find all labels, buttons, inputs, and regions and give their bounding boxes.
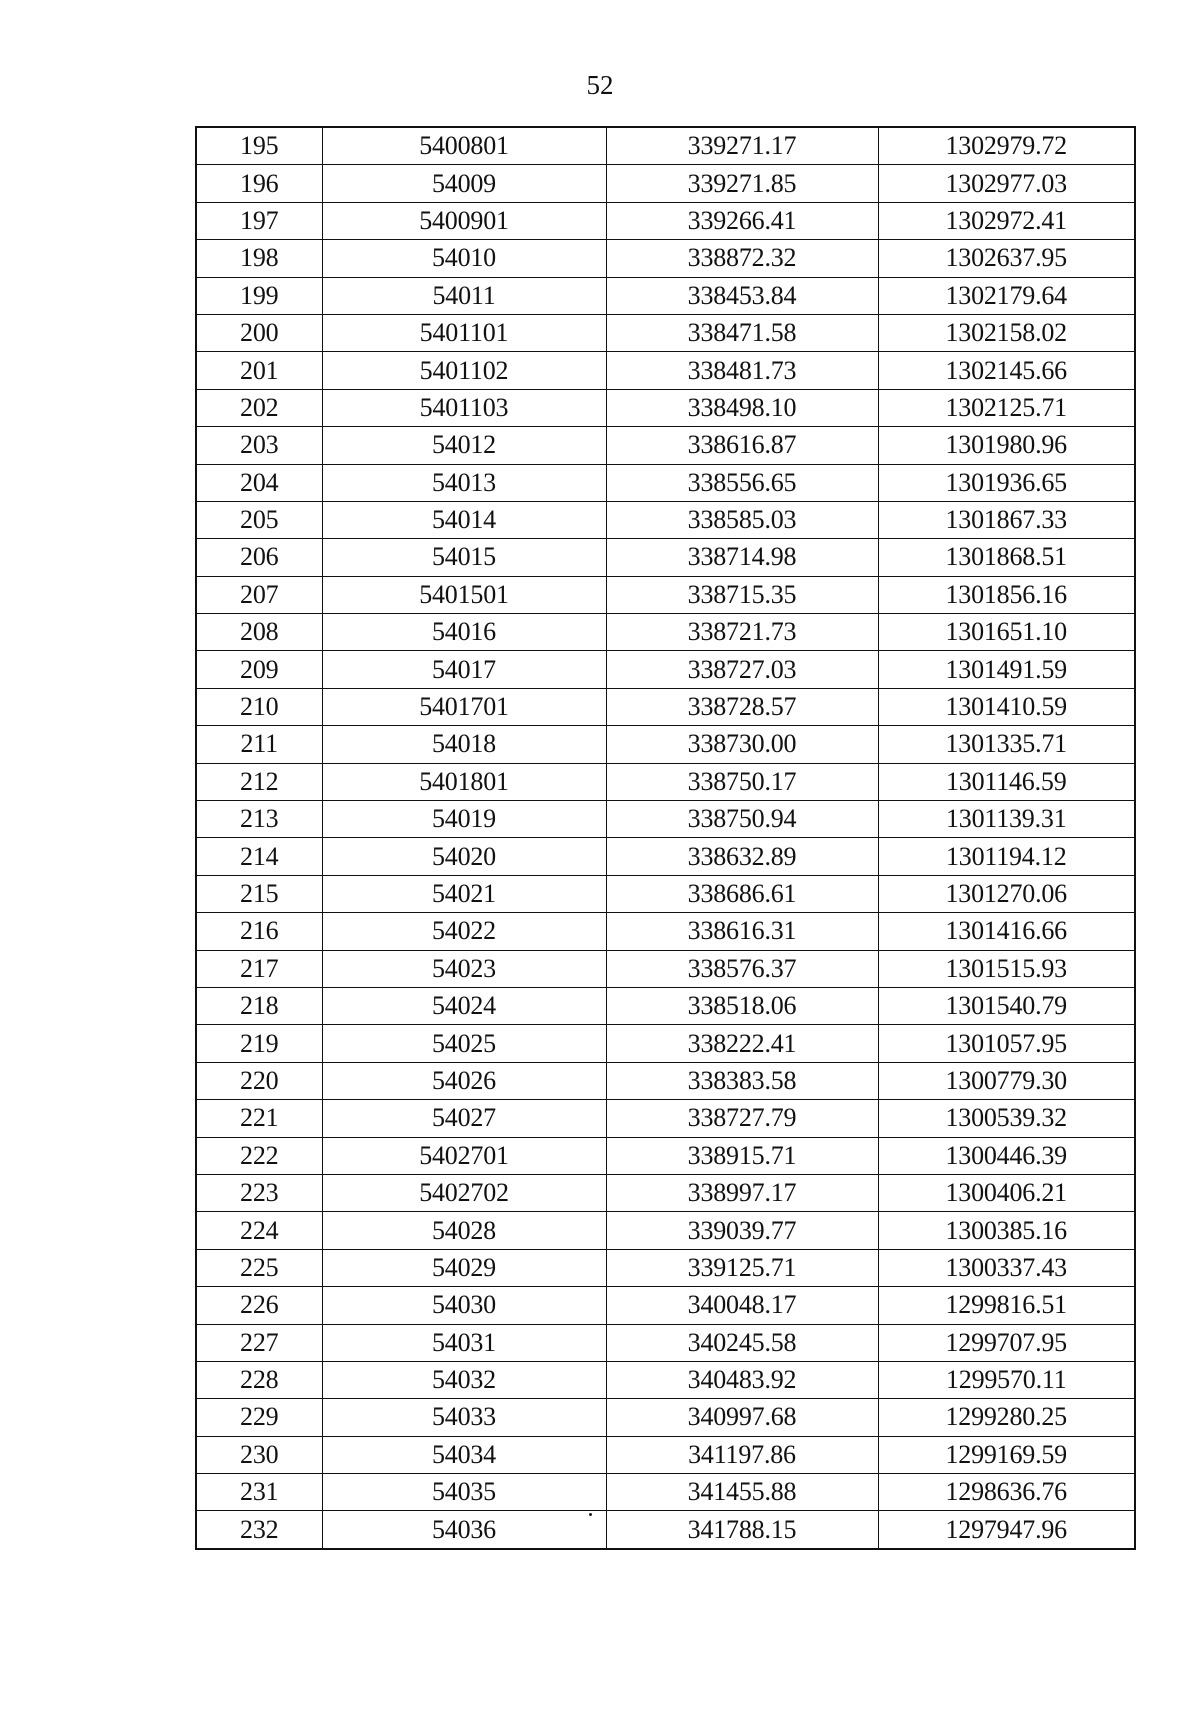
y-coordinate-cell: 1302158.02 — [878, 314, 1135, 351]
point-id-cell: 54017 — [322, 651, 606, 688]
y-coordinate-cell: 1301856.16 — [878, 576, 1135, 613]
table-row — [196, 913, 1135, 950]
table-row — [196, 801, 1135, 838]
row-index-cell: 222 — [196, 1137, 322, 1174]
y-coordinate-cell: 1301335.71 — [878, 726, 1135, 763]
table-row — [196, 726, 1135, 763]
point-id-cell: 54012 — [322, 427, 606, 464]
row-index-cell: 218 — [196, 987, 322, 1024]
point-id-cell: 54026 — [322, 1062, 606, 1099]
x-coordinate-cell: 338730.00 — [606, 726, 878, 763]
point-id-cell: 54011 — [322, 277, 606, 314]
y-coordinate-cell: 1301868.51 — [878, 539, 1135, 576]
point-id-cell: 54034 — [322, 1436, 606, 1473]
x-coordinate-cell: 338727.79 — [606, 1100, 878, 1137]
table-row — [196, 352, 1135, 389]
y-coordinate-cell: 1299570.11 — [878, 1361, 1135, 1398]
x-coordinate-cell: 338556.65 — [606, 464, 878, 501]
y-coordinate-cell: 1299280.25 — [878, 1399, 1135, 1436]
row-index-cell: 228 — [196, 1361, 322, 1398]
y-coordinate-cell: 1302972.41 — [878, 202, 1135, 239]
row-index-cell: 211 — [196, 726, 322, 763]
y-coordinate-cell: 1301491.59 — [878, 651, 1135, 688]
table-row — [196, 464, 1135, 501]
x-coordinate-cell: 338728.57 — [606, 688, 878, 725]
point-id-cell: 5400801 — [322, 127, 606, 165]
y-coordinate-cell: 1302637.95 — [878, 240, 1135, 277]
row-index-cell: 221 — [196, 1100, 322, 1137]
y-coordinate-cell: 1301146.59 — [878, 763, 1135, 800]
row-index-cell: 207 — [196, 576, 322, 613]
point-id-cell: 5402702 — [322, 1174, 606, 1211]
x-coordinate-cell: 338721.73 — [606, 614, 878, 651]
table-row — [196, 501, 1135, 538]
row-index-cell: 206 — [196, 539, 322, 576]
point-id-cell: 54028 — [322, 1212, 606, 1249]
point-id-cell: 5402701 — [322, 1137, 606, 1174]
y-coordinate-cell: 1301270.06 — [878, 875, 1135, 912]
table-row — [196, 1436, 1135, 1473]
row-index-cell: 197 — [196, 202, 322, 239]
table-row — [196, 763, 1135, 800]
point-id-cell: 54018 — [322, 726, 606, 763]
row-index-cell: 227 — [196, 1324, 322, 1361]
point-id-cell: 54036 — [322, 1511, 606, 1549]
row-index-cell: 213 — [196, 801, 322, 838]
table-row — [196, 165, 1135, 202]
table-row — [196, 1399, 1135, 1436]
table-row — [196, 651, 1135, 688]
x-coordinate-cell: 338727.03 — [606, 651, 878, 688]
row-index-cell: 216 — [196, 913, 322, 950]
row-index-cell: 208 — [196, 614, 322, 651]
point-id-cell: 54030 — [322, 1287, 606, 1324]
x-coordinate-cell: 339271.85 — [606, 165, 878, 202]
x-coordinate-cell: 338915.71 — [606, 1137, 878, 1174]
point-id-cell: 54033 — [322, 1399, 606, 1436]
table-row — [196, 838, 1135, 875]
point-id-cell: 5401701 — [322, 688, 606, 725]
x-coordinate-cell: 341455.88 — [606, 1474, 878, 1511]
x-coordinate-cell: 338471.58 — [606, 314, 878, 351]
row-index-cell: 200 — [196, 314, 322, 351]
point-id-cell: 54029 — [322, 1249, 606, 1286]
x-coordinate-cell: 338632.89 — [606, 838, 878, 875]
row-index-cell: 210 — [196, 688, 322, 725]
point-id-cell: 54009 — [322, 165, 606, 202]
row-index-cell: 201 — [196, 352, 322, 389]
table-row — [196, 1062, 1135, 1099]
x-coordinate-cell: 338585.03 — [606, 501, 878, 538]
table-row — [196, 1100, 1135, 1137]
x-coordinate-cell: 340483.92 — [606, 1361, 878, 1398]
point-id-cell: 54035 — [322, 1474, 606, 1511]
table-row — [196, 1324, 1135, 1361]
x-coordinate-cell: 338518.06 — [606, 987, 878, 1024]
y-coordinate-cell: 1300779.30 — [878, 1062, 1135, 1099]
table-row — [196, 277, 1135, 314]
row-index-cell: 209 — [196, 651, 322, 688]
x-coordinate-cell: 338750.94 — [606, 801, 878, 838]
point-id-cell: 54027 — [322, 1100, 606, 1137]
row-index-cell: 223 — [196, 1174, 322, 1211]
x-coordinate-cell: 338997.17 — [606, 1174, 878, 1211]
x-coordinate-cell: 338714.98 — [606, 539, 878, 576]
y-coordinate-cell: 1301139.31 — [878, 801, 1135, 838]
row-index-cell: 203 — [196, 427, 322, 464]
point-id-cell: 5401101 — [322, 314, 606, 351]
point-id-cell: 54025 — [322, 1025, 606, 1062]
table-row — [196, 576, 1135, 613]
row-index-cell: 202 — [196, 389, 322, 426]
row-index-cell: 220 — [196, 1062, 322, 1099]
table-row — [196, 1137, 1135, 1174]
x-coordinate-cell: 338686.61 — [606, 875, 878, 912]
table-row — [196, 1474, 1135, 1511]
x-coordinate-cell: 339125.71 — [606, 1249, 878, 1286]
point-id-cell: 54013 — [322, 464, 606, 501]
point-id-cell: 54016 — [322, 614, 606, 651]
y-coordinate-cell: 1302125.71 — [878, 389, 1135, 426]
table-row — [196, 202, 1135, 239]
table-row — [196, 427, 1135, 464]
y-coordinate-cell: 1298636.76 — [878, 1474, 1135, 1511]
table-row — [196, 1025, 1135, 1062]
y-coordinate-cell: 1301980.96 — [878, 427, 1135, 464]
x-coordinate-cell: 340048.17 — [606, 1287, 878, 1324]
y-coordinate-cell: 1302179.64 — [878, 277, 1135, 314]
x-coordinate-cell: 338715.35 — [606, 576, 878, 613]
row-index-cell: 225 — [196, 1249, 322, 1286]
point-id-cell: 54010 — [322, 240, 606, 277]
x-coordinate-cell: 338481.73 — [606, 352, 878, 389]
table-row — [196, 688, 1135, 725]
y-coordinate-cell: 1299816.51 — [878, 1287, 1135, 1324]
table-row — [196, 127, 1135, 165]
row-index-cell: 231 — [196, 1474, 322, 1511]
y-coordinate-cell: 1301416.66 — [878, 913, 1135, 950]
row-index-cell: 195 — [196, 127, 322, 165]
table-row — [196, 240, 1135, 277]
row-index-cell: 212 — [196, 763, 322, 800]
x-coordinate-cell: 338453.84 — [606, 277, 878, 314]
point-id-cell: 5401102 — [322, 352, 606, 389]
point-id-cell: 54014 — [322, 501, 606, 538]
table-row — [196, 539, 1135, 576]
point-id-cell: 54015 — [322, 539, 606, 576]
x-coordinate-cell: 338498.10 — [606, 389, 878, 426]
table-row — [196, 950, 1135, 987]
point-id-cell: 54031 — [322, 1324, 606, 1361]
point-id-cell: 54020 — [322, 838, 606, 875]
x-coordinate-cell: 338222.41 — [606, 1025, 878, 1062]
table-row — [196, 1511, 1135, 1549]
y-coordinate-cell: 1297947.96 — [878, 1511, 1135, 1549]
x-coordinate-cell: 339271.17 — [606, 127, 878, 165]
row-index-cell: 229 — [196, 1399, 322, 1436]
x-coordinate-cell: 341788.15 — [606, 1511, 878, 1549]
x-coordinate-cell: 338576.37 — [606, 950, 878, 987]
table-row — [196, 1212, 1135, 1249]
y-coordinate-cell: 1300385.16 — [878, 1212, 1135, 1249]
table-row — [196, 614, 1135, 651]
x-coordinate-cell: 338750.17 — [606, 763, 878, 800]
y-coordinate-cell: 1301515.93 — [878, 950, 1135, 987]
row-index-cell: 230 — [196, 1436, 322, 1473]
x-coordinate-cell: 340997.68 — [606, 1399, 878, 1436]
point-id-cell: 54022 — [322, 913, 606, 950]
y-coordinate-cell: 1300406.21 — [878, 1174, 1135, 1211]
y-coordinate-cell: 1299707.95 — [878, 1324, 1135, 1361]
coordinates-table-body — [196, 127, 1135, 1549]
y-coordinate-cell: 1301057.95 — [878, 1025, 1135, 1062]
y-coordinate-cell: 1301540.79 — [878, 987, 1135, 1024]
row-index-cell: 232 — [196, 1511, 322, 1549]
y-coordinate-cell: 1301194.12 — [878, 838, 1135, 875]
row-index-cell: 226 — [196, 1287, 322, 1324]
y-coordinate-cell: 1300337.43 — [878, 1249, 1135, 1286]
table-row — [196, 1361, 1135, 1398]
x-coordinate-cell: 341197.86 — [606, 1436, 878, 1473]
y-coordinate-cell: 1301936.65 — [878, 464, 1135, 501]
y-coordinate-cell: 1301410.59 — [878, 688, 1135, 725]
table-row — [196, 987, 1135, 1024]
table-row — [196, 389, 1135, 426]
y-coordinate-cell: 1300446.39 — [878, 1137, 1135, 1174]
row-index-cell: 224 — [196, 1212, 322, 1249]
y-coordinate-cell: 1301651.10 — [878, 614, 1135, 651]
point-id-cell: 54019 — [322, 801, 606, 838]
table-row — [196, 314, 1135, 351]
y-coordinate-cell: 1301867.33 — [878, 501, 1135, 538]
point-id-cell: 5401501 — [322, 576, 606, 613]
point-id-cell: 54021 — [322, 875, 606, 912]
x-coordinate-cell: 338872.32 — [606, 240, 878, 277]
point-id-cell: 54024 — [322, 987, 606, 1024]
row-index-cell: 198 — [196, 240, 322, 277]
row-index-cell: 204 — [196, 464, 322, 501]
row-index-cell: 196 — [196, 165, 322, 202]
y-coordinate-cell: 1302979.72 — [878, 127, 1135, 165]
table-row — [196, 1249, 1135, 1286]
y-coordinate-cell: 1302145.66 — [878, 352, 1135, 389]
page-number: 52 — [586, 70, 614, 100]
x-coordinate-cell: 338383.58 — [606, 1062, 878, 1099]
table-row — [196, 1287, 1135, 1324]
point-id-cell: 5400901 — [322, 202, 606, 239]
row-index-cell: 217 — [196, 950, 322, 987]
point-id-cell: 5401801 — [322, 763, 606, 800]
table-row — [196, 1174, 1135, 1211]
row-index-cell: 199 — [196, 277, 322, 314]
row-index-cell: 214 — [196, 838, 322, 875]
x-coordinate-cell: 338616.87 — [606, 427, 878, 464]
x-coordinate-cell: 338616.31 — [606, 913, 878, 950]
row-index-cell: 219 — [196, 1025, 322, 1062]
stray-dot-mark — [589, 1513, 592, 1516]
point-id-cell: 54023 — [322, 950, 606, 987]
table-row — [196, 875, 1135, 912]
x-coordinate-cell: 339039.77 — [606, 1212, 878, 1249]
point-id-cell: 5401103 — [322, 389, 606, 426]
row-index-cell: 215 — [196, 875, 322, 912]
y-coordinate-cell: 1300539.32 — [878, 1100, 1135, 1137]
y-coordinate-cell: 1302977.03 — [878, 165, 1135, 202]
row-index-cell: 205 — [196, 501, 322, 538]
y-coordinate-cell: 1299169.59 — [878, 1436, 1135, 1473]
coordinates-table — [195, 126, 1136, 1550]
x-coordinate-cell: 340245.58 — [606, 1324, 878, 1361]
point-id-cell: 54032 — [322, 1361, 606, 1398]
x-coordinate-cell: 339266.41 — [606, 202, 878, 239]
